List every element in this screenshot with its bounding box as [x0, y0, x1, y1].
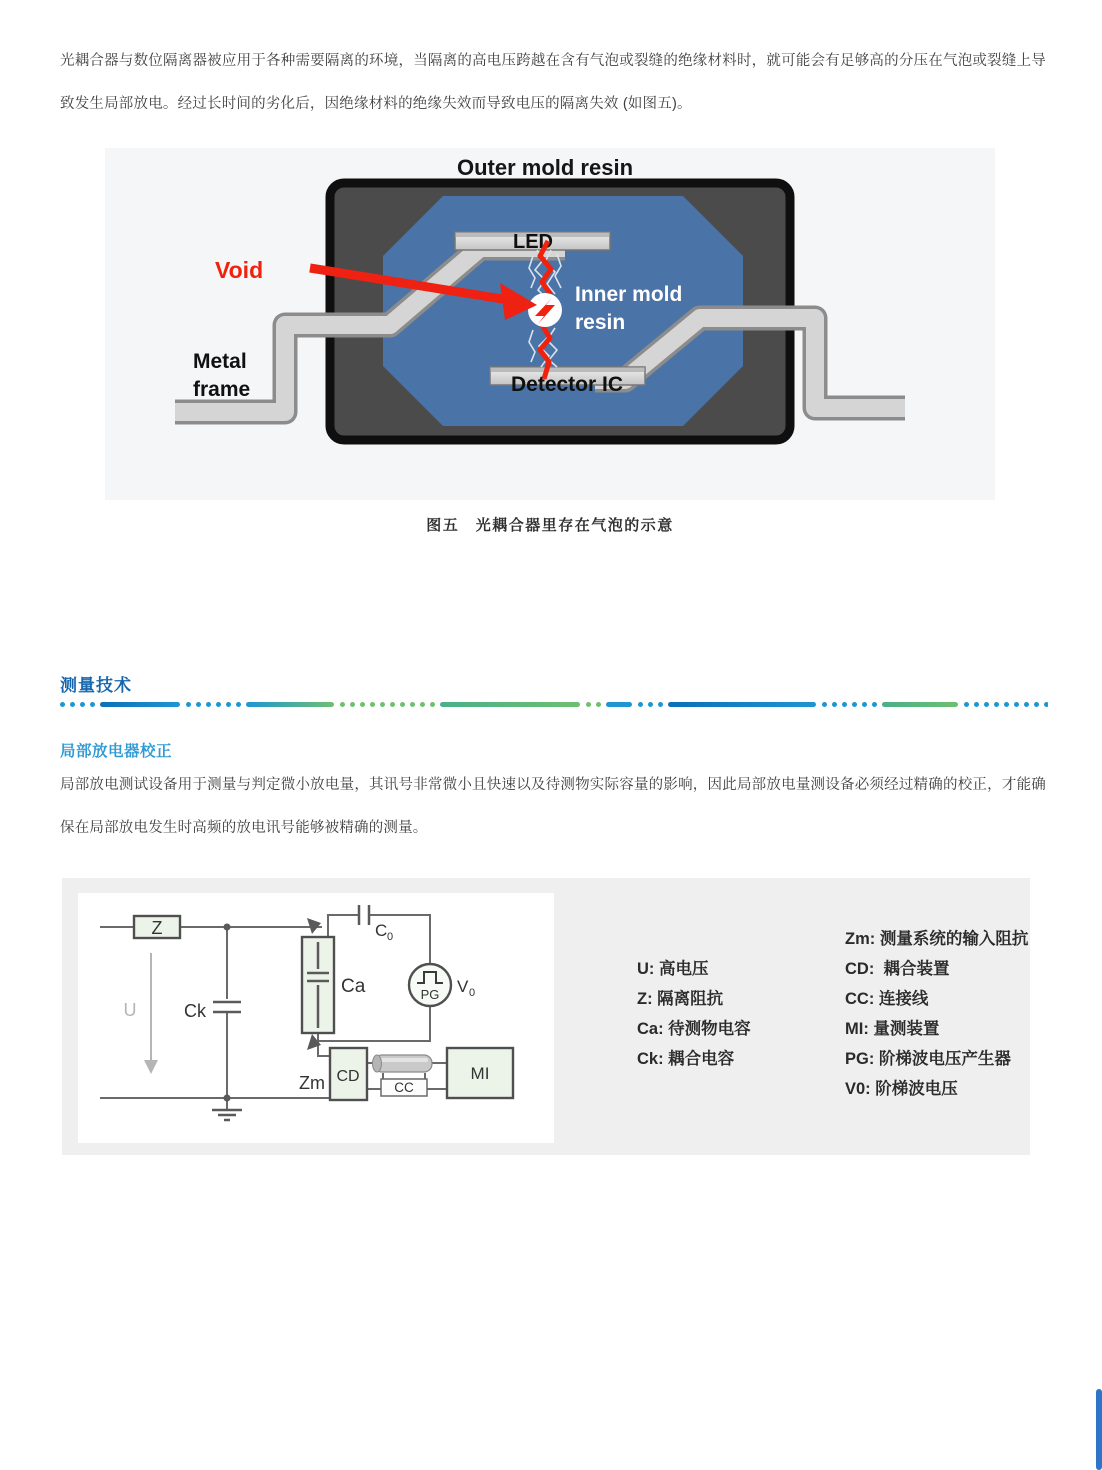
legend-item: MI: 量测装置 [845, 1020, 940, 1038]
inner-mold-label-line1: Inner mold [575, 283, 683, 306]
legend-item: Z: 隔离阻抗 [637, 990, 724, 1008]
inner-mold-label-line2: resin [575, 311, 626, 334]
junction-dot-top [224, 924, 231, 931]
label-mi: MI [470, 1064, 490, 1083]
figure-optocoupler-void [105, 148, 995, 500]
voltage-u-arrow [144, 953, 158, 1074]
legend-item: CC: 连接线 [845, 990, 929, 1008]
label-pg: PG [420, 987, 440, 1002]
calibration-paragraph: 局部放电测试设备用于测量与判定微小放电量，其讯号非常微小且快速以及待测物实际容量的影响，因此局部放电量测设备必须经过精确的校正，才能确保在局部放电发生时高频的放电讯号能够被精确的测量。 [60, 777, 1046, 836]
legend-item: Ck: 耦合电容 [637, 1050, 735, 1068]
metal-frame-label-line1: Metal [193, 350, 247, 373]
intro-paragraph: 光耦合器与数位隔离器被应用于各种需要隔离的环境，当隔离的高电压跨越在含有气泡或裂缝的绝缘材料时，就可能会有足够高的分压在气泡或裂缝上导致发生局部放电。经过长时间的劣化后，因绝缘材料的绝缘失效而导致电压的隔离失效 (如图五)。 [60, 53, 1046, 112]
label-c0-sub: 0 [387, 931, 394, 943]
scrollbar-thumb[interactable] [1096, 1389, 1102, 1470]
circuit-panel [78, 893, 554, 1143]
circuit-diagram [78, 893, 554, 1143]
figure-calibration-circuit [62, 878, 1030, 1155]
legend-item: CD: 耦合装置 [845, 960, 950, 978]
label-v0-sub: 0 [469, 987, 476, 999]
led-label: LED [513, 231, 553, 253]
label-zm: Zm [299, 1073, 325, 1093]
label-ca: Ca [341, 976, 366, 997]
label-c0: C [375, 921, 388, 940]
legend-item: PG: 阶梯波电压产生器 [845, 1050, 1011, 1068]
label-cd: CD [336, 1068, 360, 1085]
optocoupler-diagram [105, 148, 995, 500]
label-ck: Ck [184, 1001, 206, 1021]
junction-dot-bottom [224, 1095, 231, 1102]
section-divider [60, 701, 1048, 707]
legend-item: Zm: 测量系统的输入阻抗 [845, 930, 1029, 948]
outer-mold-resin-label: Outer mold resin [456, 155, 634, 180]
figure5-caption: 图五 光耦合器里存在气泡的示意 [426, 517, 674, 534]
metal-frame-label-line2: frame [193, 378, 251, 401]
legend-item: U: 高电压 [637, 960, 709, 978]
section-title-measurement: 测量技术 [60, 676, 132, 695]
circuit-legend-right [845, 924, 1028, 1104]
subsection-title-calibration: 局部放电器校正 [60, 743, 173, 760]
void-label: Void [215, 257, 264, 283]
circuit-legend-left [637, 954, 751, 1074]
legend-item: Ca: 待测物电容 [637, 1020, 751, 1038]
detector-ic-label: Detector IC [510, 373, 624, 396]
label-u: U [123, 1000, 137, 1020]
label-v0: V [457, 977, 469, 996]
legend-item: V0: 阶梯波电压 [845, 1080, 958, 1098]
label-cc: CC [394, 1080, 414, 1095]
label-z: Z [151, 918, 163, 938]
